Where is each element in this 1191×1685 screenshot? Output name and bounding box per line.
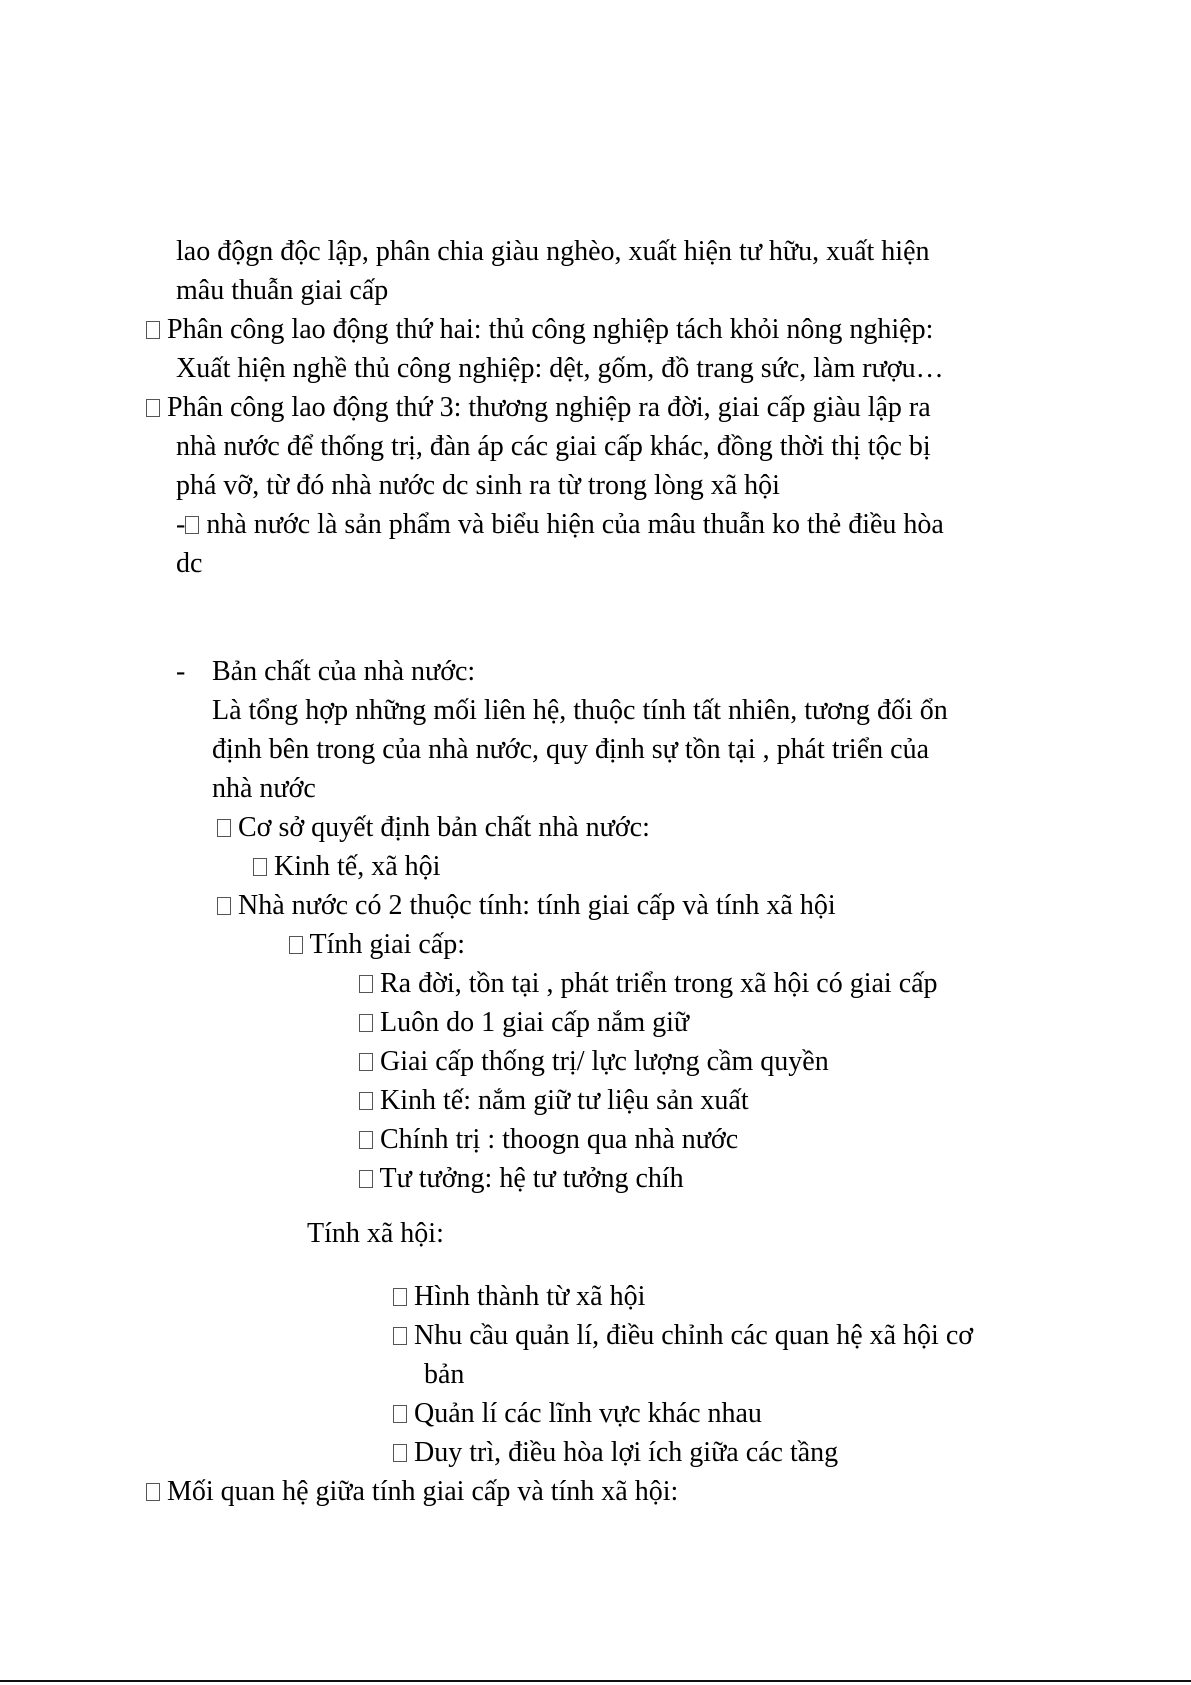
bullet-item: Duy trì, điều hòa lợi ích giữa các tầng xyxy=(393,1437,838,1469)
dash-marker: - xyxy=(176,656,186,687)
bullet-item: Nhu cầu quản lí, điều chỉnh các quan hệ xã hội cơ xyxy=(393,1320,973,1352)
paragraph-line: lao độgn độc lập, phân chia giàu nghèo, xuất hiện tư hữu, xuất hiện xyxy=(176,236,930,267)
bullet-item: Quản lí các lĩnh vực khác nhau xyxy=(393,1398,762,1430)
checkbox-icon xyxy=(359,1131,373,1149)
checkbox-icon xyxy=(393,1288,407,1306)
bullet-item: Phân công lao động thứ 3: thương nghiệp ra đời, giai cấp giàu lập ra xyxy=(146,392,931,424)
paragraph-line: mâu thuẫn giai cấp xyxy=(176,275,389,306)
bullet-item: Chính trị : thoogn qua nhà nước xyxy=(359,1124,738,1156)
checkbox-icon xyxy=(253,858,267,876)
checkbox-icon xyxy=(359,1170,373,1188)
checkbox-icon xyxy=(146,1483,160,1501)
section-heading: Tính xã hội: xyxy=(307,1218,444,1249)
paragraph-line: dc xyxy=(176,548,203,579)
bullet-item: Kinh tế, xã hội xyxy=(253,851,440,883)
bullet-item: Giai cấp thống trị/ lực lượng cầm quyền xyxy=(359,1046,829,1078)
bullet-item: Cơ sở quyết định bản chất nhà nước: xyxy=(217,812,650,844)
bullet-item: Phân công lao động thứ hai: thủ công nghiệp tách khỏi nông nghiệp: xyxy=(146,314,933,346)
checkbox-icon xyxy=(146,399,160,417)
checkbox-icon xyxy=(185,516,199,534)
checkbox-icon xyxy=(359,975,373,993)
checkbox-icon xyxy=(359,1053,373,1071)
dash-marker: - xyxy=(176,509,186,540)
bullet-item: Luôn do 1 giai cấp nắm giữ xyxy=(359,1007,689,1039)
checkbox-icon xyxy=(217,819,231,837)
checkbox-icon xyxy=(289,936,303,954)
paragraph-line: Xuất hiện nghề thủ công nghiệp: dệt, gốm, đồ trang sức, làm rượu… xyxy=(176,353,944,384)
checkbox-icon xyxy=(146,321,160,339)
paragraph-line: phá vỡ, từ đó nhà nước dc sinh ra từ trong lòng xã hội xyxy=(176,470,780,501)
paragraph-line: nhà nước để thống trị, đàn áp các giai cấp khác, đồng thời thị tộc bị xyxy=(176,431,931,462)
bullet-item: - nhà nước là sản phẩm và biểu hiện của mâu thuẫn ko thẻ điều hòa xyxy=(176,509,944,540)
paragraph-line: nhà nước xyxy=(212,773,316,804)
bullet-item: Mối quan hệ giữa tính giai cấp và tính xã hội: xyxy=(146,1476,678,1508)
checkbox-icon xyxy=(393,1405,407,1423)
bullet-item: Ra đời, tồn tại , phát triển trong xã hội có giai cấp xyxy=(359,968,938,1000)
page-bottom-rule xyxy=(0,1680,1191,1682)
checkbox-icon xyxy=(359,1092,373,1110)
bullet-item: Tư tưởng: hệ tư tưởng chíh xyxy=(359,1163,684,1195)
paragraph-line: bản xyxy=(424,1359,465,1390)
checkbox-icon xyxy=(393,1327,407,1345)
paragraph-line: định bên trong của nhà nước, quy định sự tồn tại , phát triển của xyxy=(212,734,929,765)
bullet-item: Kinh tế: nắm giữ tư liệu sản xuất xyxy=(359,1085,749,1117)
section-heading: Bản chất của nhà nước: xyxy=(212,656,476,687)
bullet-item: Tính giai cấp: xyxy=(289,929,465,961)
list-item-dash xyxy=(176,656,185,688)
bullet-item: Hình thành từ xã hội xyxy=(393,1281,645,1313)
checkbox-icon xyxy=(393,1444,407,1462)
bullet-item: Nhà nước có 2 thuộc tính: tính giai cấp và tính xã hội xyxy=(217,890,836,922)
paragraph-line: Là tổng hợp những mối liên hệ, thuộc tính tất nhiên, tương đối ổn xyxy=(212,695,948,726)
checkbox-icon xyxy=(217,897,231,915)
checkbox-icon xyxy=(359,1014,373,1032)
